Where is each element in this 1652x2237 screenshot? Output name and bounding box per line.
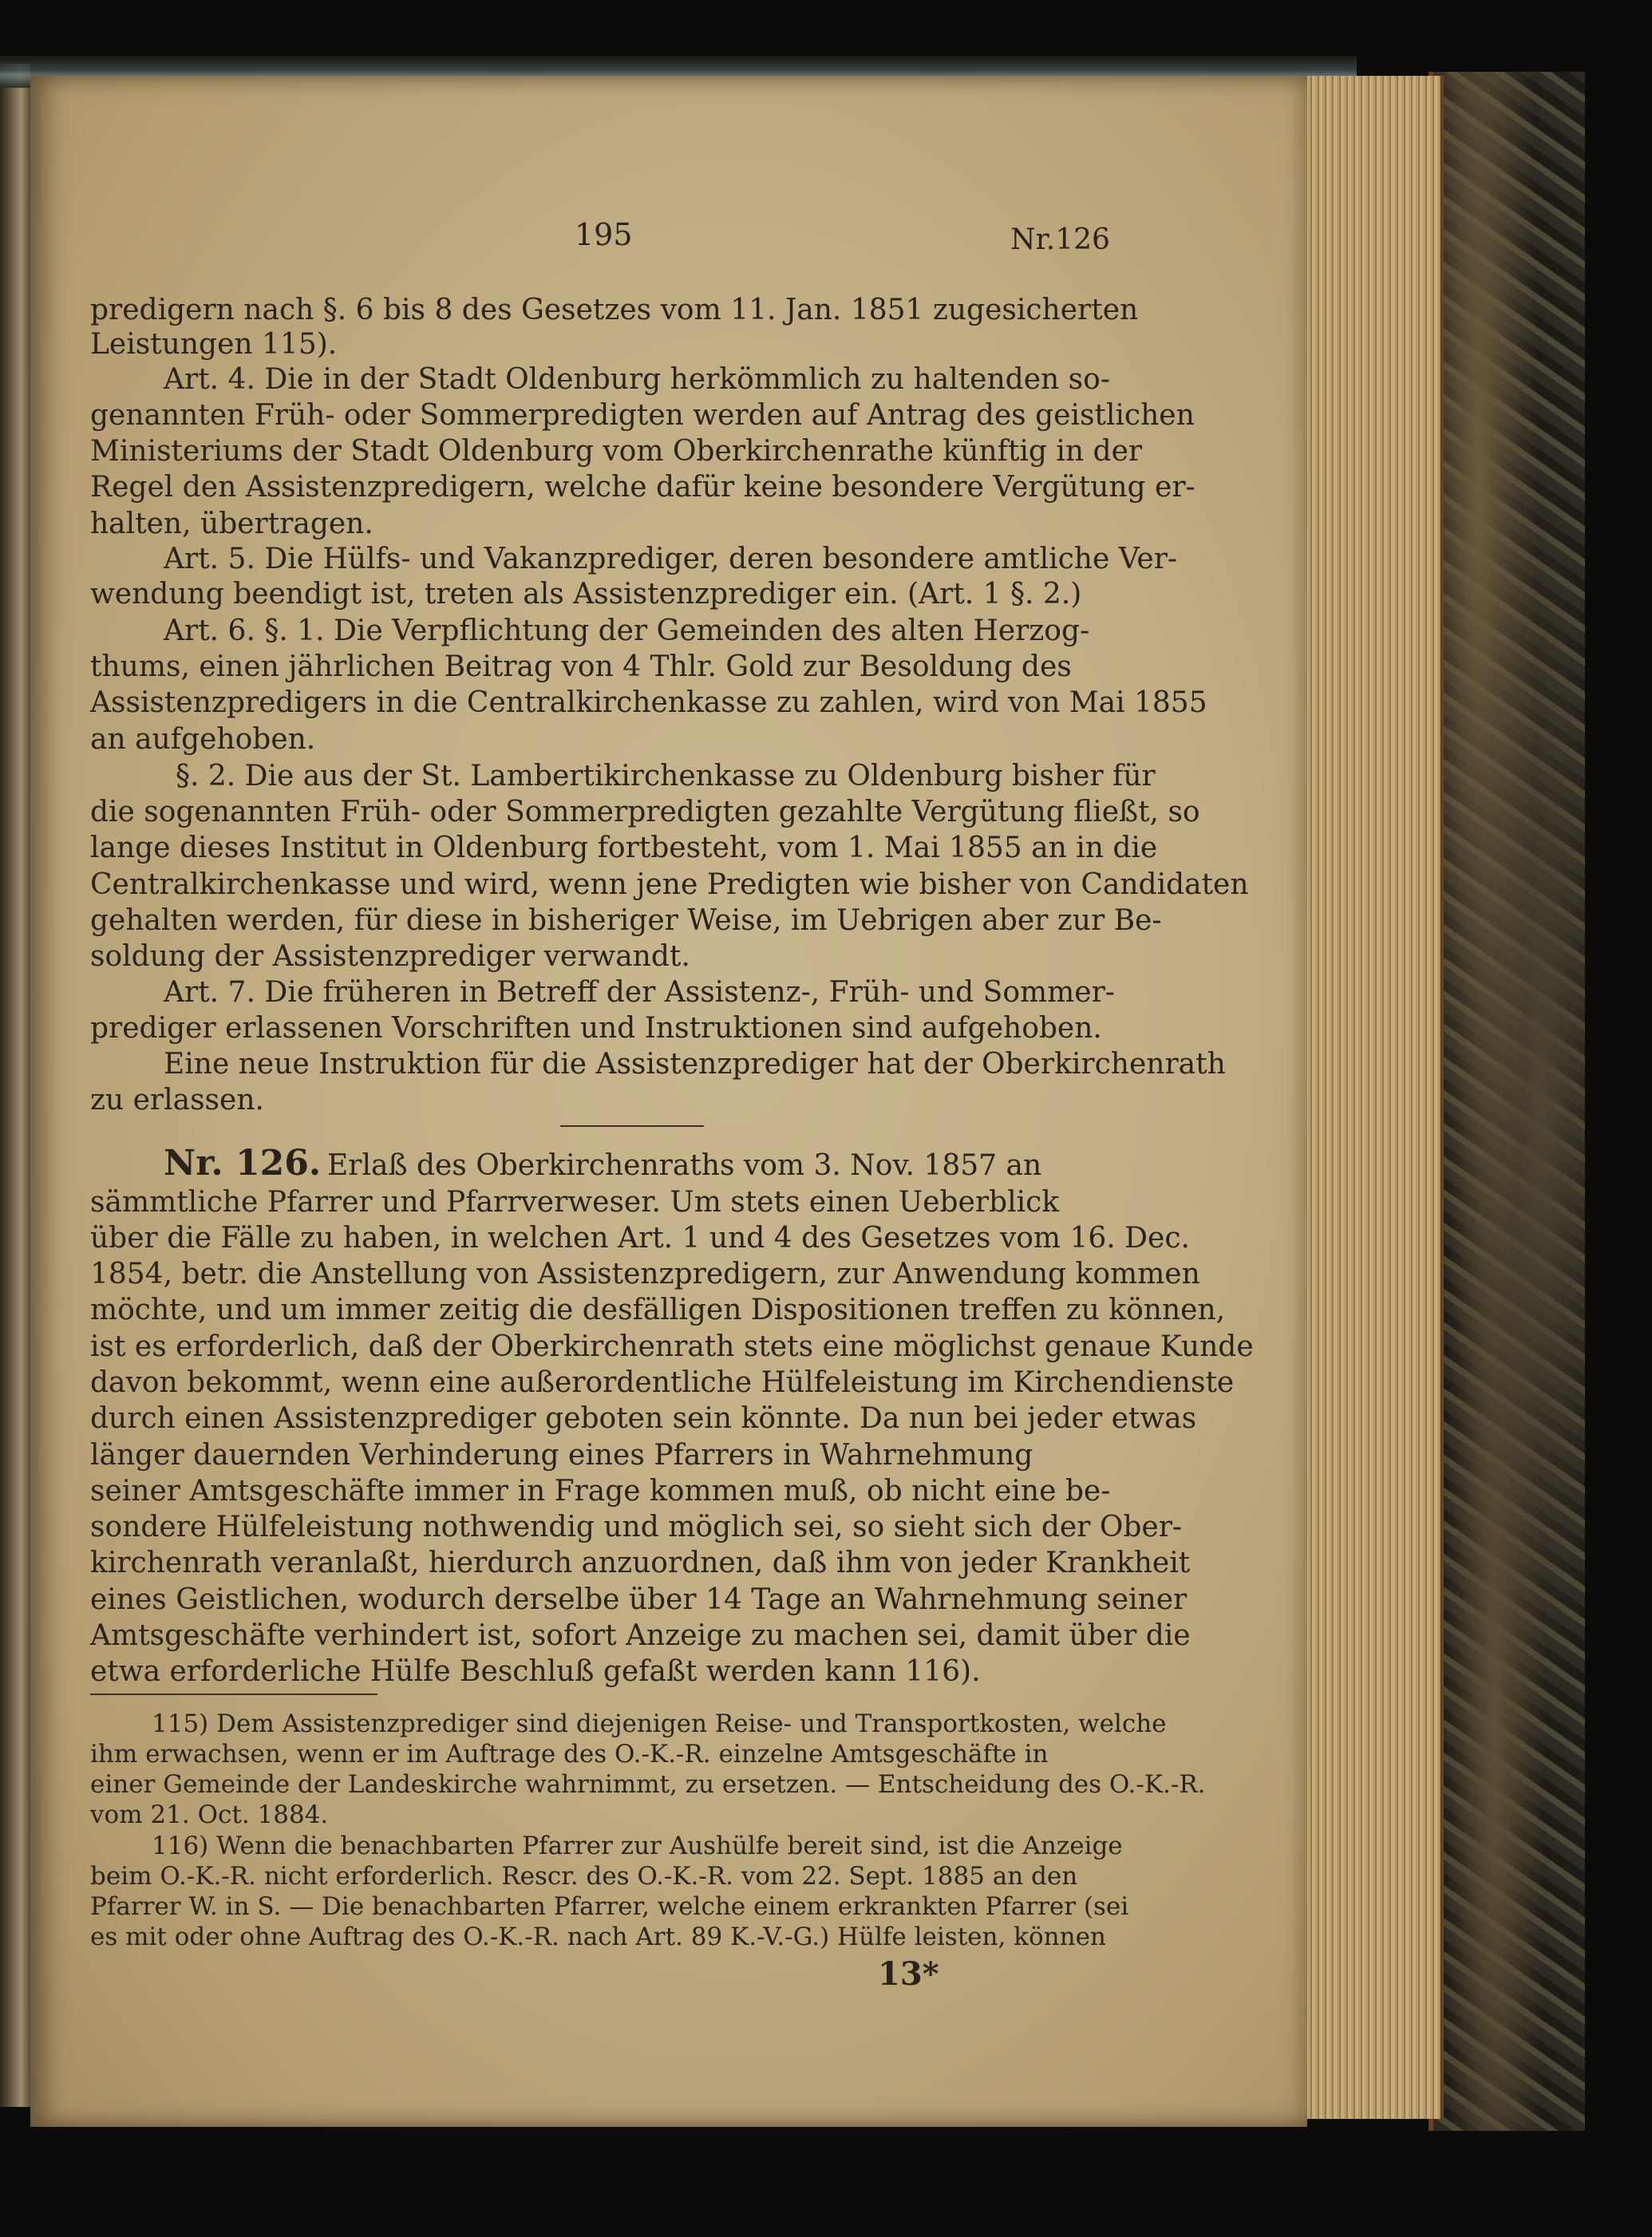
footnote-line: es mit oder ohne Auftrag des O.-K.-R. nach Art. 89 K.-V.-G.) Hülfe leisten, können [90,1923,1106,1951]
text-line: Ministeriums der Stadt Oldenburg vom Oberkirchenrathe künftig in der [90,435,1143,468]
text-line: davon bekommt, wenn eine außerordentliche Hülfeleistung im Kirchendienste [90,1366,1235,1399]
text-line: 1854, betr. die Anstellung von Assistenzpredigern, zur Anwendung kommen [90,1258,1200,1290]
text-line: §. 2. Die aus der St. Lambertikirchenkasse zu Oldenburg bisher für [176,760,1156,792]
text-line: Leistungen 115). [90,328,338,361]
footnote-line: beim O.-K.-R. nicht erforderlich. Rescr. des O.-K.-R. vom 22. Sept. 1885 an den [90,1862,1078,1891]
text-line: eines Geistlichen, wodurch derselbe über 14 Tage an Wahrnehmung seiner [90,1583,1188,1616]
section-reference: Nr.126 [1010,223,1110,256]
text-line: sämmtliche Pfarrer und Pfarrverweser. Um stets einen Ueberblick [90,1186,1060,1219]
text-line: an aufgehoben. [90,723,316,756]
signature-mark: 13* [878,1955,939,1993]
text-line: Assistenzpredigers in die Centralkirchenkasse zu zahlen, wird von Mai 1855 [90,686,1207,719]
text-line: predigern nach §. 6 bis 8 des Gesetzes vom 11. Jan. 1851 zugesicherten [90,294,1139,326]
text-line: Centralkirchenkasse und wird, wenn jene Predigten wie bisher von Candidaten [90,868,1249,901]
footnote-line: Pfarrer W. in S. — Die benachbarten Pfarrer, welche einem erkrankten Pfarrer (sei [90,1892,1129,1921]
text-line: kirchenrath veranlaßt, hierdurch anzuordnen, daß ihm von jeder Krankheit [90,1547,1191,1579]
text-line: wendung beendigt ist, treten als Assistenzprediger ein. (Art. 1 §. 2.) [90,578,1082,611]
decree-number: Nr. 126. [164,1143,322,1184]
text-line: Regel den Assistenzpredigern, welche dafür keine besondere Vergütung er- [90,471,1196,504]
text-line: sondere Hülfeleistung nothwendig und möglich sei, so sieht sich der Ober- [90,1511,1183,1543]
footnote-line: vom 21. Oct. 1884. [90,1800,329,1829]
footnote-line: einer Gemeinde der Landeskirche wahrnimmt, zu ersetzen. — Entscheidung des O.-K.-R. [90,1770,1206,1799]
text-line: zu erlassen. [90,1084,264,1117]
footnote-rule [90,1694,377,1695]
text-line: genannten Früh- oder Sommerpredigten werden auf Antrag des geistlichen [90,399,1195,432]
footnote-line: 116) Wenn die benachbarten Pfarrer zur Aushülfe bereit sind, ist die Anzeige [152,1832,1123,1860]
text-line: lange dieses Institut in Oldenburg fortbesteht, vom 1. Mai 1855 an in die [90,832,1158,864]
text-line: die sogenannten Früh- oder Sommerpredigten gezahlte Vergütung fließt, so [90,796,1200,828]
text-line: über die Fälle zu haben, in welchen Art. 1 und 4 des Gesetzes vom 16. Dec. [90,1222,1190,1255]
text-line: länger dauernden Verhinderung eines Pfarrers in Wahrnehmung [90,1439,1033,1472]
footnote-line: ihm erwachsen, wenn er im Auftrage des O.-K.-R. einzelne Amtsgeschäfte in [90,1740,1049,1769]
text-line: Art. 5. Die Hülfs- und Vakanzprediger, deren besondere amtliche Ver- [164,543,1178,575]
text-line: Erlaß des Oberkirchenraths vom 3. Nov. 1857 an [327,1149,1042,1182]
text-line: Art. 4. Die in der Stadt Oldenburg herkömmlich zu haltenden so- [164,363,1110,396]
text-line: Art. 7. Die früheren in Betreff der Assistenz-, Früh- und Sommer- [164,976,1115,1009]
text-line: seiner Amtsgeschäfte immer in Frage kommen muß, ob nicht eine be- [90,1475,1111,1508]
text-line: Eine neue Instruktion für die Assistenzprediger hat der Oberkirchenrath [164,1048,1226,1081]
text-line: durch einen Assistenzprediger geboten sein könnte. Da nun bei jeder etwas [90,1402,1197,1435]
text-line: prediger erlassenen Vorschriften und Instruktionen sind aufgehoben. [90,1012,1102,1045]
text-line: soldung der Assistenzprediger verwandt. [90,940,690,973]
page-stack-edge [1301,76,1444,2119]
text-line: Amtsgeschäfte verhindert ist, sofort Anzeige zu machen sei, damit über die [90,1619,1191,1652]
text-line: etwa erforderliche Hülfe Beschluß gefaßt werden kann 116). [90,1655,981,1688]
page-number: 195 [575,217,633,252]
text-line: Art. 6. §. 1. Die Verpflichtung der Gemeinden des alten Herzog- [164,615,1090,647]
text-line: möchte, und um immer zeitig die desfälligen Dispositionen treffen zu können, [90,1294,1226,1326]
text-line: gehalten werden, für diese in bisheriger Weise, im Uebrigen aber zur Be- [90,904,1162,937]
text-line: ist es erforderlich, daß der Oberkirchenrath stets eine möglichst genaue Kunde [90,1330,1254,1363]
section-divider [560,1125,704,1127]
book-left-edge [0,64,30,2107]
text-line: halten, übertragen. [90,508,373,540]
footnote-line: 115) Dem Assistenzprediger sind diejenigen Reise- und Transportkosten, welche [152,1709,1167,1738]
marbled-cover-board [1429,72,1585,2131]
text-line: thums, einen jährlichen Beitrag von 4 Thlr. Gold zur Besoldung des [90,650,1072,683]
